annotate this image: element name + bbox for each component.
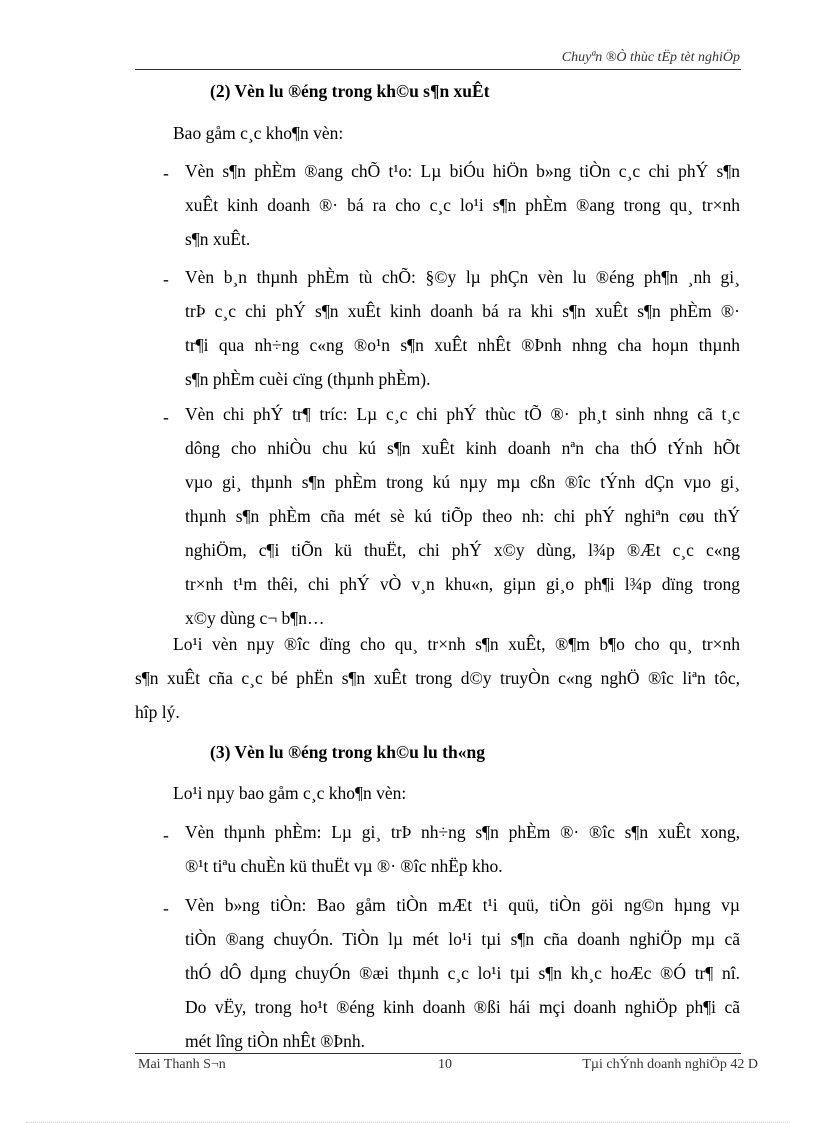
text-line: x©y dùng c¬ b¶n… xyxy=(185,608,325,628)
text-line: Vèn thµnh phÈm: Lµ gi¸ trÞ nh÷ng s¶n phÈm ®· ®îc s¶n xuÊt xong, xyxy=(185,822,740,842)
text-line: Lo¹i vèn nµy ®îc dïng cho qu¸ tr×nh s¶n xuÊt, ®¶m b¶o cho qu¸ tr×nh xyxy=(173,634,740,654)
text-line: xuÊt kinh doanh ®· bá ra cho c¸c lo¹i s¶n phÈm ®ang trong qu¸ tr×nh xyxy=(185,195,740,215)
footer-class: Tµi chÝnh doanh nghiÖp 42 D xyxy=(582,1057,758,1072)
footer-rule xyxy=(135,1053,741,1054)
text-line: thµnh s¶n phÈm cña mét sè kú tiÕp theo nh: chi phÝ nghiªn cøu thÝ xyxy=(185,506,740,526)
text-line: Vèn chi phÝ tr¶ tríc: Lµ c¸c chi phÝ thùc tÕ ®· ph¸t sinh nhng cã t¸c xyxy=(185,404,740,424)
text-line: Do vËy, trong ho¹t ®éng kinh doanh ®ßi hái mçi doanh nghiÖp ph¶i cã xyxy=(185,997,740,1017)
bullet-marker: - xyxy=(163,269,169,289)
header-rule xyxy=(135,69,741,70)
text-line: Vèn b¸n thµnh phÈm tù chÕ: §©y lµ phÇn vèn lu ®éng ph¶n ¸nh gi¸ xyxy=(185,267,740,287)
list-item xyxy=(185,154,740,256)
text-line: s¶n xuÊt. xyxy=(185,229,251,249)
text-line: mét lîng tiÒn nhÊt ®Þnh. xyxy=(185,1031,366,1051)
text-line: dông cho nhiÒu chu kú s¶n xuÊt kinh doanh nªn cha thÓ tÝnh hÕt xyxy=(185,438,740,458)
text-line: Vèn s¶n phÈm ®ang chÕ t¹o: Lµ biÓu hiÖn b»ng tiÒn c¸c chi phÝ s¶n xyxy=(185,161,740,181)
text-line: ®¹t tiªu chuÈn kü thuËt vµ ®· ®îc nhËp kho. xyxy=(185,856,503,876)
text-line: tr¶i qua nh÷ng c«ng ®o¹n s¶n xuÊt nhÊt ®Þnh nhng cha hoµn thµnh xyxy=(185,335,740,355)
section-3-intro: Lo¹i nµy bao gåm c¸c kho¶n vèn: xyxy=(173,783,407,803)
section-2-heading: (2) Vèn lu ®éng trong kh©u s¶n xuÊt xyxy=(210,81,490,101)
text-line: tiÒn ®ang chuyÓn. TiÒn lµ mét lo¹i tµi s¶n cña doanh nghiÖp mµ cã xyxy=(185,929,740,949)
bullet-marker: - xyxy=(163,825,169,845)
text-line: trÞ c¸c chi phÝ s¶n xuÊt kinh doanh bá ra khi s¶n xuÊt s¶n phÈm ®· xyxy=(185,301,740,321)
text-line: Vèn b»ng tiÒn: Bao gåm tiÒn mÆt t¹i quü, tiÒn göi ng©n hµng vµ xyxy=(185,895,740,915)
section-2-intro: Bao gåm c¸c kho¶n vèn: xyxy=(173,123,344,143)
text-line: s¶n phÈm cuèi cïng (thµnh phÈm). xyxy=(185,369,431,389)
section-3-heading: (3) Vèn lu ®éng trong kh©u lu th«ng xyxy=(210,742,485,762)
list-item xyxy=(185,815,740,883)
running-header: Chuyªn ®Ò thùc tËp tèt nghiÖp xyxy=(561,50,740,65)
text-line: vµo gi¸ thµnh s¶n phÈm trong kú nµy mµ cßn ®îc tÝnh dÇn vµo gi¸ xyxy=(185,472,740,492)
list-item xyxy=(185,888,740,1058)
text-line: hîp lý. xyxy=(135,702,180,722)
list-item xyxy=(185,260,740,396)
text-line: tr×nh t¹m thêi, chi phÝ vÒ v¸n khu«n, giµn gi¸o ph¶i l¾p dïng trong xyxy=(185,574,740,594)
text-line: nghiÖm, c¶i tiÕn kü thuËt, chi phÝ x©y dùng, l¾p ®Æt c¸c c«ng xyxy=(185,540,740,560)
text-line: thÓ dÔ dµng chuyÓn ®æi thµnh c¸c lo¹i tµi s¶n kh¸c hoÆc ®Ó tr¶ nî. xyxy=(185,963,740,983)
text-line: s¶n xuÊt cña c¸c bé phËn s¶n xuÊt trong d©y truyÒn c«ng nghÖ ®îc liªn tôc, xyxy=(135,668,740,688)
page-number: 10 xyxy=(438,1057,452,1072)
footer-author: Mai Thanh S¬n xyxy=(138,1057,226,1072)
list-item xyxy=(185,397,740,635)
bullet-marker: - xyxy=(163,898,169,918)
bullet-marker: - xyxy=(163,163,169,183)
section-2-closing xyxy=(135,627,740,729)
bullet-marker: - xyxy=(163,407,169,427)
